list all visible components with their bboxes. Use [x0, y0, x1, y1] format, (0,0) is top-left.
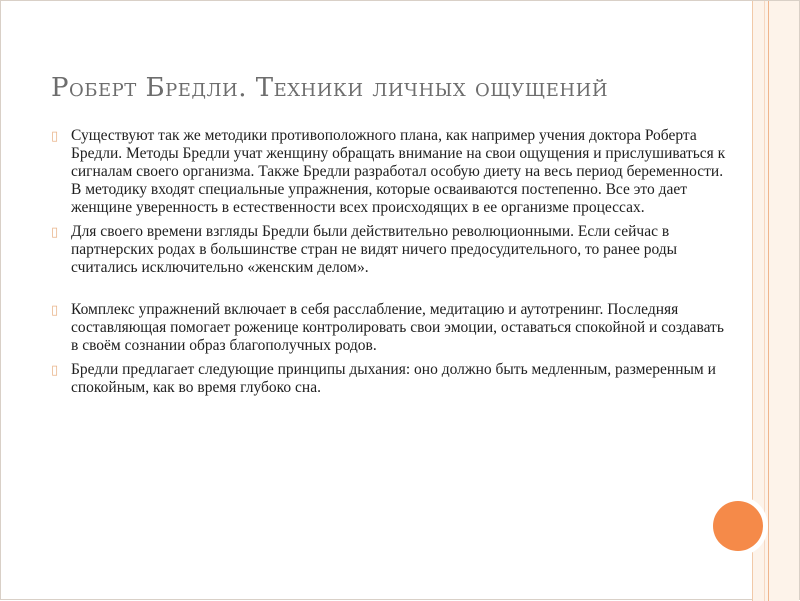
decorative-line — [768, 1, 769, 601]
list-item — [51, 361, 731, 397]
bullet-text: Бредли предлагает следующие принципы дыхания: оно должно быть медленным, размеренным и спокойным, как во время глубоко сна. — [71, 361, 716, 396]
list-item — [51, 301, 731, 355]
bullet-icon: ▯ — [51, 224, 59, 239]
bullet-icon: ▯ — [51, 302, 59, 317]
bullet-text: Для своего времени взгляды Бредли были действительно революционными. Если сейчас в партнерских родах в большинстве стран не видят ничего предосудительного, то ранее роды считались исключительно «женским делом». — [71, 223, 678, 276]
list-item — [51, 223, 731, 277]
decorative-circle — [713, 501, 763, 551]
bullet-icon: ▯ — [51, 128, 59, 143]
list-item — [51, 127, 731, 217]
slide-title: Роберт Бредли. Техники личных ощущений — [51, 73, 609, 103]
decorative-side-band — [752, 1, 799, 601]
bullet-icon: ▯ — [51, 362, 59, 377]
bullet-list — [51, 127, 731, 403]
bullet-text: Комплекс упражнений включает в себя расслабление, медитацию и аутотренинг. Последняя составляющая помогает роженице контролировать свои эмоции, оставаться спокойной и создавать в своём сознании образ благополучных родов. — [71, 301, 724, 354]
decorative-line — [764, 1, 765, 601]
bullet-text: Существуют так же методики противоположного плана, как например учения доктора Роберта Бредли. Методы Бредли учат женщину обращать внимание на свои ощущения и прислушиваться к сигналам своего организма. Также Бредли разработал особую диету на весь период беременности. В методику входят специальные упражнения, которые осваиваются постепенно. Все это дает женщине уверенность в естественности всех происходящих в ее организме процессах. — [71, 127, 726, 216]
